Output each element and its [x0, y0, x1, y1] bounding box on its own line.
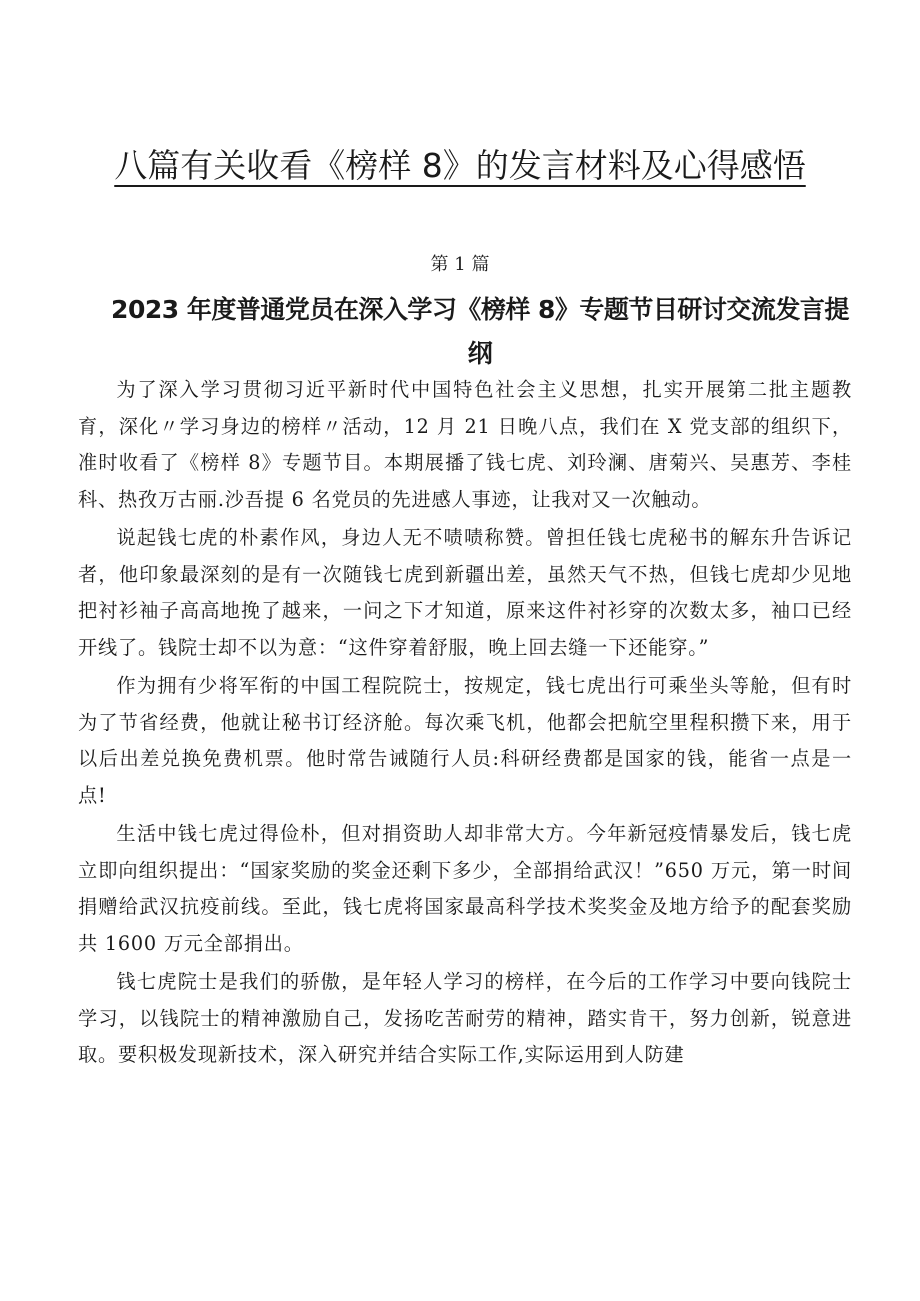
- document-title: 八篇有关收看《榜样 8》的发言材料及心得感悟: [114, 146, 806, 185]
- paragraph-4: 生活中钱七虎过得俭朴，但对捐资助人却非常大方。今年新冠疫情暴发后，钱七虎立即向组织提出：“国家奖励的奖金还剩下多少，全部捐给武汉！”650 万元，第一时间捐赠给武汉抗疫前线。至此，钱七虎将国家最高科学技术奖奖金及地方给予的配套奖励共 1600 万元全部捐出。: [78, 822, 852, 955]
- paragraph-3: 作为拥有少将军衔的中国工程院院士，按规定，钱七虎出行可乘坐头等舱，但有时为了节省经费，他就让秘书订经济舱。每次乘飞机，他都会把航空里程积攒下来，用于以后出差兑换免费机票。他时常告诫随行人员:科研经费都是国家的钱，能省一点是一点!: [78, 674, 852, 807]
- paragraph-5: 钱七虎院士是我们的骄傲，是年轻人学习的榜样，在今后的工作学习中要向钱院士学习，以钱院士的精神激励自己，发扬吃苦耐劳的精神，踏实肯干，努力创新，锐意进取。要积极发现新技术，深入研究并结合实际工作,实际运用到人防建: [78, 970, 852, 1066]
- paragraph-1: 为了深入学习贯彻习近平新时代中国特色社会主义思想，扎实开展第二批主题教育，深化〃学习身边的榜样〃活动，12 月 21 日晚八点，我们在 X 党支部的组织下，准时收看了《榜样 8》专题节目。本期展播了钱七虎、刘玲澜、唐菊兴、吴惠芳、李桂科、热孜万古丽.沙吾提 6 名党员的先进感人事迹，让我对又一次触动。: [78, 378, 852, 511]
- document-body: [78, 372, 852, 1076]
- paragraph-2: 说起钱七虎的朴素作风，身边人无不啧啧称赞。曾担任钱七虎秘书的解东升告诉记者，他印象最深刻的是有一次随钱七虎到新疆出差，虽然天气不热，但钱七虎却少见地把衬衫袖子高高地挽了越来，一问之下才知道，原来这件衬衫穿的次数太多，袖口已经开线了。钱院士却不以为意：“这件穿着舒服，晚上回去缝一下还能穿。”: [78, 526, 852, 659]
- section-label: 第 1 篇: [430, 254, 490, 275]
- section-heading: 2023 年度普通党员在深入学习《榜样 8》专题节目研讨交流发言提纲: [111, 295, 849, 368]
